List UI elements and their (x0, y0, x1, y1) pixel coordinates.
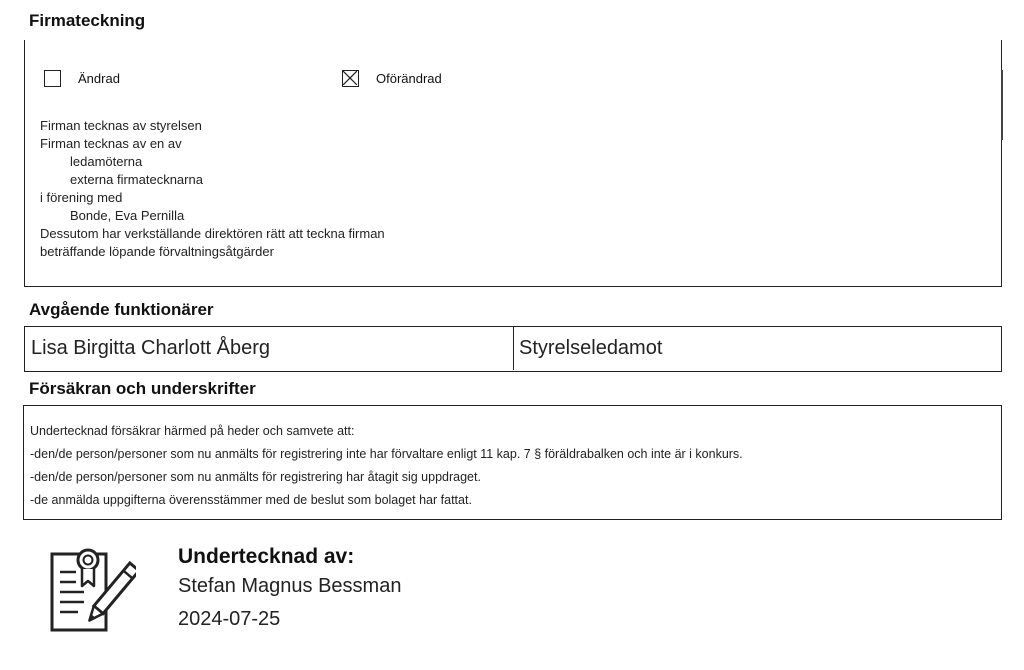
firmateckning-line: Dessutom har verkställande direktören rätt att teckna firman (40, 226, 385, 241)
forsakran-text (30, 420, 743, 512)
forsakran-line: -de anmälda uppgifterna överensstämmer med de beslut som bolaget har fattat. (30, 493, 472, 507)
avgaende-name-cell (25, 327, 514, 370)
unchanged-checkbox[interactable] (342, 70, 359, 87)
forsakran-line: Undertecknad försäkrar härmed på heder och samvete att: (30, 424, 355, 438)
firmateckning-line: externa firmatecknarna (70, 172, 203, 187)
firmateckning-text (40, 117, 385, 261)
signer-name: Stefan Magnus Bessman (178, 575, 402, 597)
firmateckning-line: Firman tecknas av en av (40, 136, 182, 151)
firmateckning-line: beträffande löpande förvaltningsåtgärder (40, 244, 274, 259)
changed-label: Ändrad (78, 71, 120, 86)
unchanged-label: Oförändrad (376, 71, 442, 86)
changed-checkbox[interactable] (44, 70, 61, 87)
scroll-indicator (1001, 70, 1003, 140)
firmateckning-line: i förening med (40, 190, 123, 205)
firmateckning-line: Bonde, Eva Pernilla (70, 208, 185, 223)
forsakran-line: -den/de person/personer som nu anmälts för registrering har åtagit sig uppdraget. (30, 470, 481, 484)
forsakran-line: -den/de person/personer som nu anmälts för registrering inte har förvaltare enligt 11 kap. 7 § föräldrabalken och inte är i konkurs. (30, 447, 743, 461)
signed-document-icon (48, 546, 136, 639)
firmateckning-title: Firmateckning (29, 11, 146, 30)
firmateckning-line: Firman tecknas av styrelsen (40, 118, 202, 133)
checkmark-x-icon (343, 71, 357, 85)
avgaende-name: Lisa Birgitta Charlott Åberg (31, 337, 271, 359)
firmateckning-line: ledamöterna (70, 154, 143, 169)
forsakran-box (23, 405, 1002, 520)
avgaende-role: Styrelseledamot (519, 337, 663, 359)
signed-by-label: Undertecknad av: (178, 545, 355, 568)
forsakran-title: Försäkran och underskrifter (29, 379, 256, 398)
avgaende-table (24, 326, 1002, 372)
avgaende-title: Avgående funktionärer (29, 300, 214, 319)
signature-date: 2024-07-25 (178, 608, 281, 630)
